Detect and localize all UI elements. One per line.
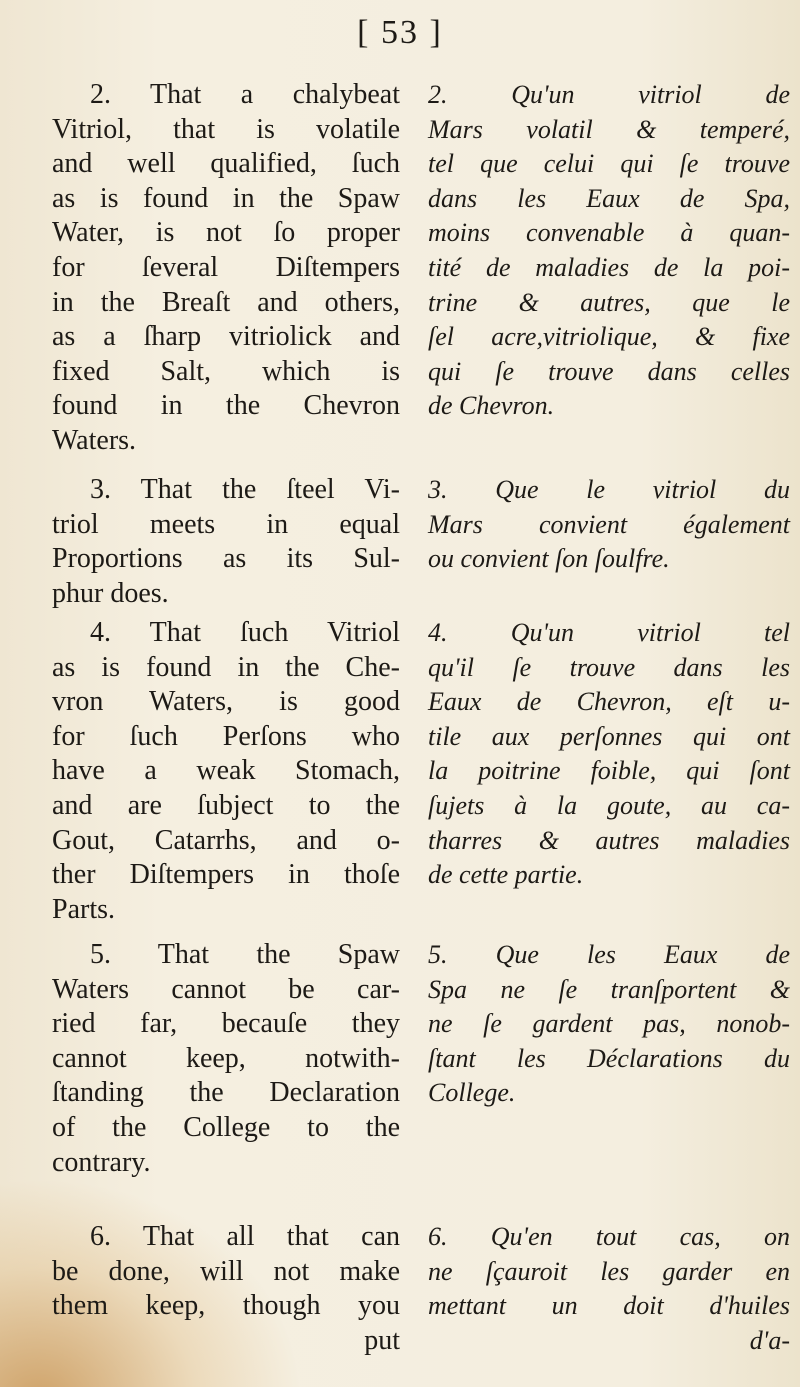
text-line: and well qualified, ſuch	[52, 148, 400, 180]
text-line: de cette partie.	[428, 860, 584, 890]
text-line: 2. That a chalybeat	[90, 79, 400, 110]
text-line: 3. Que le vitriol du	[428, 475, 790, 504]
text-line: found in the Chevron	[52, 390, 400, 422]
text-line: for ſeveral Diſtempers	[52, 251, 400, 283]
text-line: 5. Que les Eaux de	[428, 940, 790, 969]
text-line: put	[364, 1324, 400, 1356]
text-line: contrary.	[52, 1146, 151, 1178]
left-paragraph-5	[52, 938, 400, 1180]
text-line: Waters.	[52, 424, 137, 456]
text-line: ou convient ſon ſoulfre.	[428, 544, 670, 574]
left-paragraph-4	[52, 616, 400, 927]
text-line: cannot keep, notwith-	[52, 1042, 400, 1074]
text-line: for ſuch Perſons who	[52, 720, 400, 752]
text-line: as is found in the Che-	[52, 651, 400, 683]
text-line: tel que celui qui ſe trouve	[428, 149, 790, 179]
text-line: Waters cannot be car-	[52, 973, 400, 1005]
text-line: and are ſubject to the	[52, 789, 400, 821]
text-line: de Chevron.	[428, 391, 555, 421]
right-paragraph-3	[428, 473, 790, 577]
left-paragraph-6	[52, 1220, 400, 1358]
text-line: Proportions as its Sul-	[52, 543, 400, 575]
right-paragraph-2	[428, 78, 790, 424]
text-line: 2. Qu'un vitriol de	[428, 80, 790, 109]
text-line: Mars convient également	[428, 509, 790, 539]
text-line: Vitriol, that is volatile	[52, 113, 400, 145]
text-line: ne ſçauroit les garder en	[428, 1256, 790, 1286]
text-line: ther Diſtempers in thoſe	[52, 859, 400, 891]
text-line: d'a-	[749, 1325, 790, 1355]
text-line: qui ſe trouve dans celles	[428, 356, 790, 386]
right-paragraph-6	[428, 1220, 790, 1358]
text-line: Water, is not ſo proper	[52, 217, 400, 249]
text-line: moins convenable à quan-	[428, 218, 790, 248]
left-paragraph-2	[52, 78, 400, 459]
text-line: in the Breaſt and others,	[52, 286, 400, 318]
text-line: dans les Eaux de Spa,	[428, 183, 790, 213]
text-line: of the College to the	[52, 1111, 400, 1143]
text-line: fixed Salt, which is	[52, 355, 400, 387]
text-line: Mars volatil & temperé,	[428, 114, 790, 144]
right-paragraph-4	[428, 616, 790, 893]
text-line: 4. Qu'un vitriol tel	[428, 618, 790, 647]
text-line: have a weak Stomach,	[52, 755, 400, 787]
text-line: Spa ne ſe tranſportent &	[428, 974, 790, 1004]
text-line: Parts.	[52, 893, 115, 925]
text-line: Eaux de Chevron, eſt u-	[428, 687, 790, 717]
text-line: tharres & autres maladies	[428, 825, 790, 855]
text-line: 6. That all that can	[90, 1221, 400, 1252]
text-line: triol meets in equal	[52, 508, 400, 540]
right-paragraph-5	[428, 938, 790, 1111]
text-line: tile aux perſonnes qui ont	[428, 721, 790, 751]
text-line: vron Waters, is good	[52, 686, 400, 718]
text-line: mettant un doit d'huiles	[428, 1291, 790, 1321]
text-line: ſtant les Déclarations du	[428, 1043, 790, 1073]
text-line: them keep, though you	[52, 1290, 400, 1322]
text-line: College.	[428, 1078, 516, 1108]
text-line: la poitrine foible, qui ſont	[428, 756, 790, 786]
text-line: as a ſharp vitriolick and	[52, 321, 400, 353]
text-line: 3. That the ſteel Vi-	[90, 474, 400, 505]
left-paragraph-3	[52, 473, 400, 611]
text-line: ſel acre,vitriolique, & fixe	[428, 322, 790, 352]
text-line: ne ſe gardent pas, nonob-	[428, 1009, 790, 1039]
text-line: Gout, Catarrhs, and o-	[52, 824, 400, 856]
text-line: 6. Qu'en tout cas, on	[428, 1222, 790, 1251]
text-line: ried far, becauſe they	[52, 1008, 400, 1040]
text-line: as is found in the Spaw	[52, 182, 400, 214]
text-line: tité de maladies de la poi-	[428, 252, 790, 282]
text-line: phur does.	[52, 577, 169, 609]
text-line: 4. That ſuch Vitriol	[90, 617, 400, 648]
page-number: [ 53 ]	[357, 14, 443, 51]
text-line: 5. That the Spaw	[90, 939, 400, 970]
text-line: trine & autres, que le	[428, 287, 790, 317]
text-line: ſtanding the Declaration	[52, 1077, 400, 1109]
text-line: ſujets à la goute, au ca-	[428, 790, 790, 820]
text-line: be done, will not make	[52, 1255, 400, 1287]
text-line: qu'il ſe trouve dans les	[428, 652, 790, 682]
